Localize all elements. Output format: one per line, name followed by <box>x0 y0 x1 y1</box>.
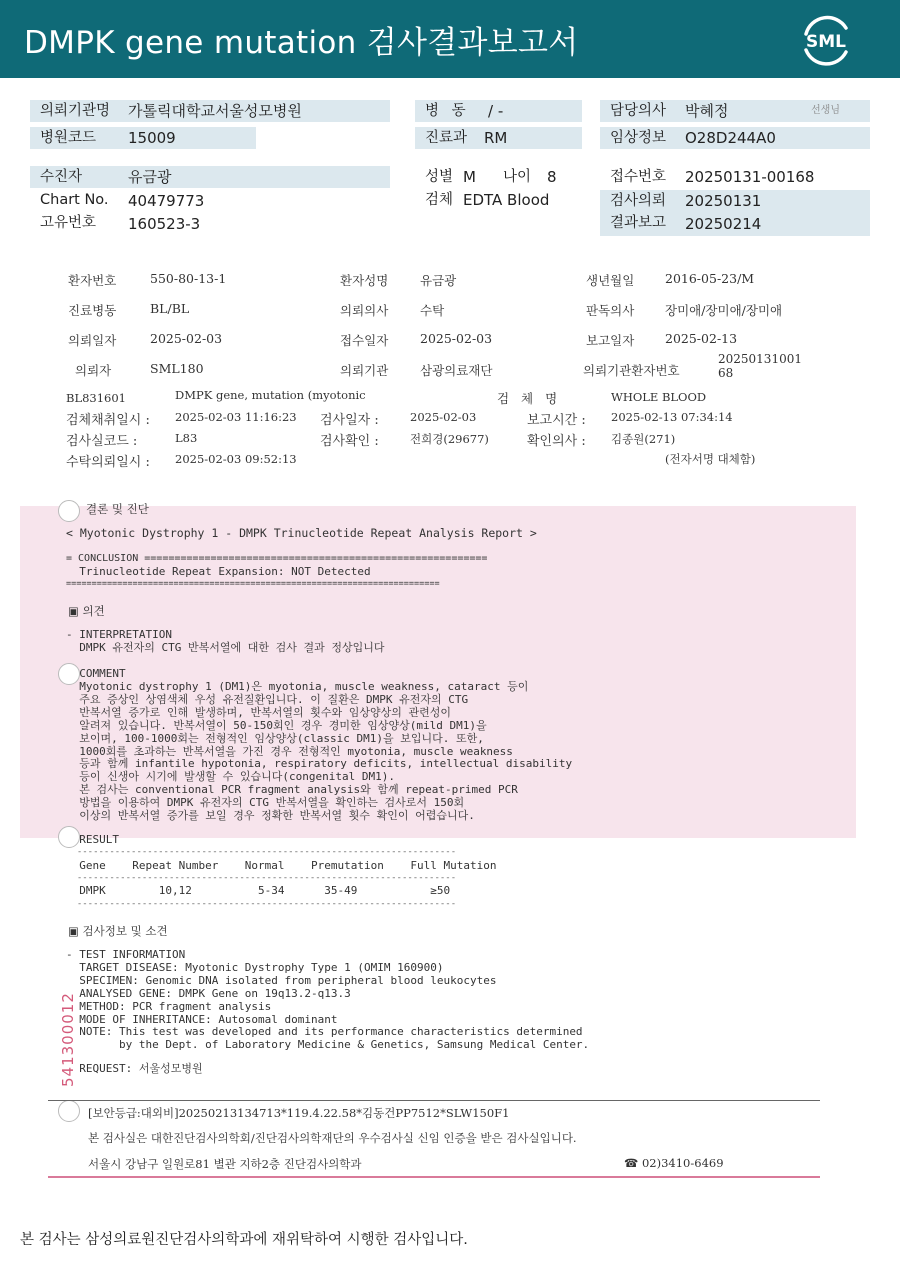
exam-date-value: 2025-02-03 <box>410 410 477 424</box>
cell-label: 의뢰자 <box>75 363 112 378</box>
report-time-value: 2025-02-13 07:34:14 <box>611 410 733 424</box>
receipt-label: 접수번호 <box>610 169 667 185</box>
footer-note: 본 검사는 삼성의료원진단검사의학과에 재위탁하여 시행한 검사입니다. <box>20 1232 468 1248</box>
comment-line: 보이며, 100-1000회는 전형적인 임상양상(classic DM1)을 보입니다. 또한, <box>66 731 484 745</box>
cell-label: 의뢰일자 <box>68 333 117 348</box>
cell-value: SML180 <box>150 361 204 376</box>
cell-label: 보고일자 <box>586 333 635 348</box>
cell-value: BL/BL <box>150 301 190 316</box>
test-info-line: NOTE: This test was developed and its performance characteristics determined <box>66 1025 583 1039</box>
cell-label: 생년월일 <box>586 273 635 288</box>
exam-date-label: 검사일자 : <box>320 413 379 428</box>
cell-value: 삼광의료재단 <box>420 363 493 378</box>
comment-head: COMMENT <box>66 667 126 680</box>
phone-line: ☎ 02)3410-6469 <box>624 1156 724 1170</box>
punch-hole <box>58 1100 80 1122</box>
age-value: 8 <box>547 168 557 186</box>
result-rule-mid: ---------------------------------------------------------------------- <box>66 873 457 883</box>
comment-block <box>66 681 572 823</box>
req-inst-value: 가톨릭대학교서울성모병원 <box>128 102 302 120</box>
exam-check-value: 전희경(29677) <box>410 432 489 446</box>
comment-line: 주요 증상인 상염색체 우성 유전질환입니다. 이 질환은 DMPK 유전자의 CTG <box>66 692 469 706</box>
opinion-head: ▣ 의견 <box>68 604 105 618</box>
dept-value: RM <box>484 129 508 147</box>
test-info-line: MODE OF INHERITANCE: Autosomal dominant <box>66 1012 338 1026</box>
hosp-code-label: 병원코드 <box>40 130 97 146</box>
report-time-label: 보고시간 : <box>527 413 586 428</box>
conclusion-text: Trinucleotide Repeat Expansion: NOT Detected <box>66 565 371 578</box>
cell-label: 환자번호 <box>68 273 117 288</box>
security-line: [보안등급:대외비]20250213134713*119.4.22.58*김동건PP7512*SLW150F1 <box>88 1106 510 1120</box>
result-columns: Gene Repeat Number Normal Premutation Full Mutation <box>66 859 497 872</box>
req-inst-label: 의뢰기관명 <box>40 103 111 119</box>
svg-text:541300012: 541300012 <box>59 992 77 1087</box>
patient-value: 유금광 <box>128 168 172 186</box>
age-label: 나이 <box>503 169 532 185</box>
cell-value: 2025-02-03 <box>150 331 223 346</box>
conclusion-head: = CONCLUSION ========================================================= <box>66 553 488 564</box>
sml-logo <box>798 12 854 66</box>
doctor-label: 담당의사 <box>610 103 667 119</box>
comment-line: 등과 함께 infantile hypotonia, respiratory deficits, intellectual disability <box>66 757 573 771</box>
result-rule-bottom: ---------------------------------------------------------------------- <box>66 899 457 909</box>
section-test-info-title: ▣ 검사정보 및 소견 <box>68 924 168 938</box>
chart-label: Chart No. <box>40 192 109 208</box>
exam-req-value: 20250131 <box>685 192 762 210</box>
divider-bottom <box>48 1176 820 1178</box>
comment-line: 등이 신생아 시기에 발생할 수 있습니다(congenital DM1). <box>66 770 395 784</box>
test-info-line: METHOD: PCR fragment analysis <box>66 999 272 1013</box>
doctor-row <box>600 100 870 122</box>
request-line: REQUEST: 서울성모병원 <box>66 1062 203 1075</box>
test-info-line: - TEST INFORMATION <box>66 948 186 961</box>
punch-hole <box>58 500 80 522</box>
uid-label: 고유번호 <box>40 215 97 231</box>
sex-value: M <box>463 168 476 186</box>
result-row-dmpk: DMPK 10,12 5-34 35-49 ≥50 <box>66 884 451 897</box>
sex-label: 성별 <box>425 169 454 185</box>
exam-check-label: 검사확인 : <box>320 434 379 449</box>
cell-value: 2025013100168 <box>718 352 802 380</box>
specimen-label: 검체 <box>425 192 454 208</box>
clinical-value: O28D244A0 <box>685 129 776 147</box>
cell-label: 환자성명 <box>340 273 389 288</box>
test-info-line: by the Dept. of Laboratory Medicine & Genetics, Samsung Medical Center. <box>66 1038 590 1052</box>
cell-value: 유금광 <box>420 273 457 288</box>
comment-line: Myotonic dystrophy 1 (DM1)은 myotonia, muscle weakness, cataract 등이 <box>66 680 529 693</box>
cell-label: 진료병동 <box>68 303 117 318</box>
test-info-line: TARGET DISEASE: Myotonic Dystrophy Type 1 (OMIM 160900) <box>66 960 444 974</box>
consign-label: 수탁의뢰일시 : <box>66 455 150 470</box>
conclusion-rule: ========================================================================= <box>66 579 440 589</box>
cell-label: 접수일자 <box>340 333 389 348</box>
section-conclusion-title: 결론 및 진단 <box>86 502 149 516</box>
comment-line: 알려져 있습니다. 반복서열이 50-150회인 경우 경미한 임상양상(mild DM1)을 <box>66 718 487 732</box>
cell-label: 의뢰의사 <box>340 303 389 318</box>
ward-label: 병 동 <box>425 103 470 119</box>
receipt-value: 20250131-00168 <box>685 168 815 186</box>
interp-text: DMPK 유전자의 CTG 반복서열에 대한 검사 결과 정상입니다 <box>66 641 385 654</box>
collect-value: 2025-02-03 11:16:23 <box>175 410 297 424</box>
cell-value: 수탁 <box>420 303 445 318</box>
doctor-value: 박혜정 <box>685 102 729 120</box>
esign-note: (전자서명 대체함) <box>665 452 756 466</box>
confirm-value: 김종원(271) <box>611 432 676 446</box>
cell-label: 의뢰기관 <box>340 363 389 378</box>
divider-top <box>48 1100 820 1101</box>
test-name: DMPK gene, mutation (myotonic <box>175 388 366 402</box>
cert-line: 본 검사실은 대한진단검사의학회/진단검사의학재단의 우수검사실 신임 인증을 받은 검사실입니다. <box>88 1131 577 1145</box>
cell-label: 의뢰기관환자번호 <box>583 363 680 378</box>
cell-value: 2016-05-23/M <box>665 271 755 286</box>
test-info-block <box>66 949 589 1052</box>
specimen-name: WHOLE BLOOD <box>611 390 707 404</box>
dept-label: 진료과 <box>425 130 468 146</box>
comment-line: 본 검사는 conventional PCR fragment analysis와 함께 repeat-primed PCR <box>66 783 518 797</box>
comment-line: 반복서열 증가로 인해 발생하며, 반복서열의 횟수와 임상양상의 관련성이 <box>66 705 452 719</box>
cell-value: 2025-02-13 <box>665 331 738 346</box>
vertical-stamp <box>58 985 78 1089</box>
cell-label: 판독의사 <box>586 303 635 318</box>
hosp-code-value: 15009 <box>128 129 176 147</box>
patient-row <box>30 166 390 188</box>
chart-value: 40479773 <box>128 192 205 210</box>
test-code: BL831601 <box>66 391 126 405</box>
lab-code-label: 검사실코드 : <box>66 434 138 449</box>
cell-value: 장미애/장미애/장미애 <box>665 303 783 318</box>
result-head: RESULT <box>66 833 119 846</box>
uid-value: 160523-3 <box>128 215 201 233</box>
doctor-suffix: 선생님 <box>811 105 840 116</box>
test-info-line: SPECIMEN: Genomic DNA isolated from peripheral blood leukocytes <box>66 973 497 987</box>
specimen-value: EDTA Blood <box>463 191 550 209</box>
comment-line: 방법을 이용하여 DMPK 유전자의 CTG 반복서열을 확인하는 검사로서 150회 <box>66 796 465 810</box>
test-info-line: ANALYSED GENE: DMPK Gene on 19q13.2-q13.3 <box>66 986 351 1000</box>
comment-line: 이상의 반복서열 증가를 보일 경우 정확한 반복서열 횟수 확인이 어렵습니다. <box>66 809 475 823</box>
cell-value: 550-80-13-1 <box>150 271 227 286</box>
lab-code-value: L83 <box>175 431 198 445</box>
ward-value: / - <box>488 102 504 120</box>
report-header <box>0 0 900 78</box>
report-title: DMPK gene mutation 검사결과보고서 <box>24 25 579 61</box>
report-title-line: < Myotonic Dystrophy 1 - DMPK Trinucleotide Repeat Analysis Report > <box>66 526 537 540</box>
confirm-label: 확인의사 : <box>527 434 586 449</box>
exam-req-label: 검사의뢰 <box>610 193 667 209</box>
cell-value: 2025-02-03 <box>420 331 493 346</box>
interp-head: - INTERPRETATION <box>66 628 172 641</box>
comment-line: 1000회를 초과하는 반복서열을 가진 경우 전형적인 myotonia, muscle weakness <box>66 744 513 758</box>
consign-value: 2025-02-03 09:52:13 <box>175 452 297 466</box>
result-rule-top: ---------------------------------------------------------------------- <box>66 847 457 857</box>
patient-label: 수진자 <box>40 169 83 185</box>
collect-label: 검체채취일시 : <box>66 413 150 428</box>
result-label: 결과보고 <box>610 215 667 231</box>
specimen-name-label: 검 체 명 <box>497 391 562 406</box>
result-value: 20250214 <box>685 215 762 233</box>
svg-text:SML: SML <box>806 32 846 52</box>
clinical-label: 임상정보 <box>610 130 667 146</box>
address-line: 서울시 강남구 일원로81 별관 지하2층 진단검사의학과 <box>88 1157 362 1171</box>
